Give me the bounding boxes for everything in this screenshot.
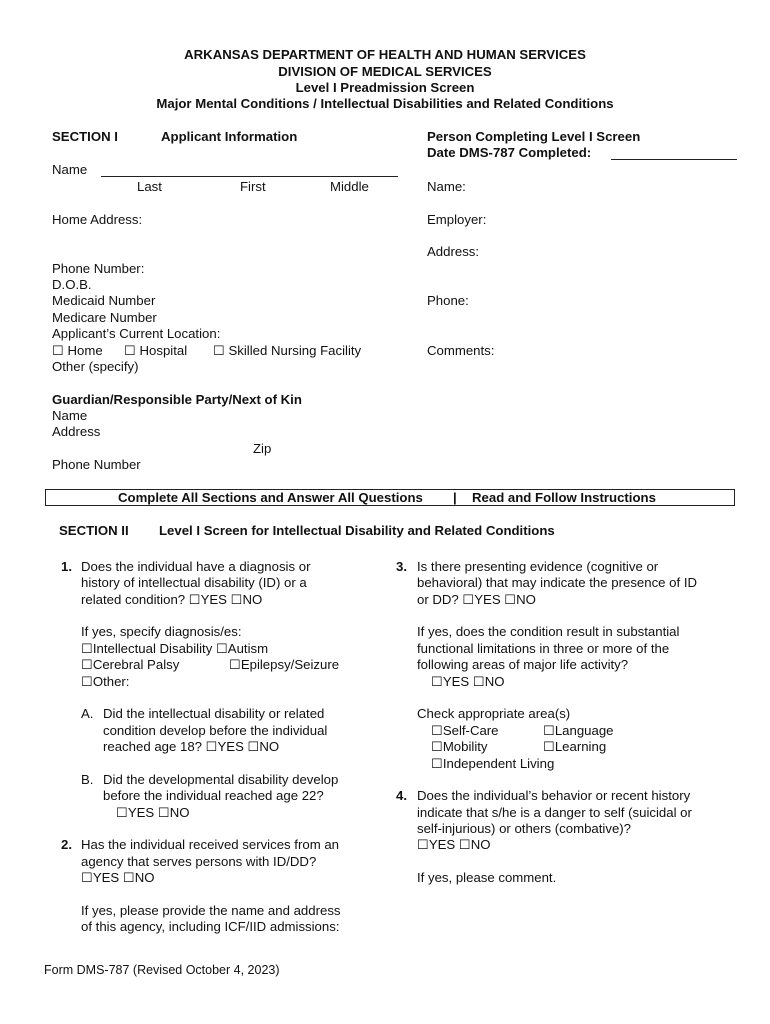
q3-followup-line3: following areas of major life activity? <box>417 657 629 672</box>
name-part-last: Last <box>137 179 162 194</box>
q3-yes-no[interactable]: or DD? ☐YES ☐NO <box>417 592 536 607</box>
q3-line1: Is there presenting evidence (cognitive or <box>417 559 659 574</box>
q3-area-mobility[interactable]: ☐Mobility <box>431 739 488 754</box>
q3-followup-line2: functional limitations in three or more of the <box>417 641 670 656</box>
current-location-label: Applicant’s Current Location: <box>52 326 221 341</box>
q3-followup-line1: If yes, does the condition result in substantial <box>417 624 680 639</box>
section2-title: Level I Screen for Intellectual Disability and Related Conditions <box>159 523 555 538</box>
applicant-name-label: Name <box>52 162 88 177</box>
person-name-label: Name: <box>427 179 466 194</box>
instructions-separator: | <box>453 490 457 505</box>
q1b-line2: before the individual reached age 22? <box>103 788 324 803</box>
header-division: DIVISION OF MEDICAL SERVICES <box>278 64 492 79</box>
q1a-yes-no[interactable]: reached age 18? ☐YES ☐NO <box>103 739 280 754</box>
header-title: ARKANSAS DEPARTMENT OF HEALTH AND HUMAN SERVICES <box>184 47 586 62</box>
guardian-zip-label: Zip <box>253 441 272 456</box>
q3-followup-yes-no[interactable]: ☐YES ☐NO <box>431 674 505 689</box>
q3-area-language[interactable]: ☐Language <box>543 723 614 738</box>
header-subtitle: Major Mental Conditions / Intellectual Disabilities and Related Conditions <box>156 96 614 111</box>
q3-line2: behavioral) that may indicate the presence of ID <box>417 575 698 590</box>
person-completing-title: Person Completing Level I Screen <box>427 129 641 144</box>
employer-label: Employer: <box>427 212 487 227</box>
q1-line1: Does the individual have a diagnosis or <box>81 559 311 574</box>
q2-followup-line2: of this agency, including ICF/IID admissions: <box>81 919 340 934</box>
guardian-address-label: Address <box>52 424 101 439</box>
q1a-line2: condition develop before the individual <box>103 723 328 738</box>
q2-line1: Has the individual received services from an <box>81 837 340 852</box>
form-footer: Form DMS-787 (Revised October 4, 2023) <box>44 963 280 977</box>
location-other-label: Other (specify) <box>52 359 139 374</box>
guardian-phone-label: Phone Number <box>52 457 141 472</box>
location-snf-checkbox[interactable]: ☐ Skilled Nursing Facility <box>213 343 362 358</box>
date-completed-field[interactable] <box>611 159 737 160</box>
location-home-checkbox[interactable]: ☐ Home <box>52 343 103 358</box>
header-form-name: Level I Preadmission Screen <box>295 80 475 95</box>
date-completed-label: Date DMS-787 Completed: <box>427 145 592 160</box>
q1a-label: A. <box>81 706 94 721</box>
phone-number-label: Phone Number: <box>52 261 145 276</box>
section2-label: SECTION II <box>59 523 129 538</box>
home-address-label: Home Address: <box>52 212 143 227</box>
instructions-left: Complete All Sections and Answer All Questions <box>118 490 423 505</box>
person-address-label: Address: <box>427 244 480 259</box>
q1-diagnosis-epilepsy[interactable]: ☐Epilepsy/Seizure <box>229 657 340 672</box>
q1a-line1: Did the intellectual disability or related <box>103 706 325 721</box>
q1-line2: history of intellectual disability (ID) or a <box>81 575 307 590</box>
q1-diagnosis-cp[interactable]: ☐Cerebral Palsy <box>81 657 180 672</box>
q2-followup-line1: If yes, please provide the name and address <box>81 903 341 918</box>
q1-diagnosis-other[interactable]: ☐Other: <box>81 674 130 689</box>
q4-number: 4. <box>396 788 407 803</box>
guardian-title: Guardian/Responsible Party/Next of Kin <box>52 392 302 407</box>
section1-title: Applicant Information <box>161 129 298 144</box>
instructions-right: Read and Follow Instructions <box>472 490 656 505</box>
q1-yes-no[interactable]: related condition? ☐YES ☐NO <box>81 592 263 607</box>
name-part-first: First <box>240 179 266 194</box>
q2-number: 2. <box>61 837 72 852</box>
q3-number: 3. <box>396 559 407 574</box>
q2-line2: agency that serves persons with ID/DD? <box>81 854 317 869</box>
q1b-yes-no[interactable]: ☐YES ☐NO <box>116 805 190 820</box>
q4-yes-no[interactable]: ☐YES ☐NO <box>417 837 491 852</box>
q1b-line1: Did the developmental disability develop <box>103 772 339 787</box>
q3-check-areas-label: Check appropriate area(s) <box>417 706 571 721</box>
q4-line2: indicate that s/he is a danger to self (suicidal or <box>417 805 692 820</box>
medicaid-label: Medicaid Number <box>52 293 156 308</box>
q3-area-self-care[interactable]: ☐Self-Care <box>431 723 499 738</box>
q1b-label: B. <box>81 772 94 787</box>
q4-line1: Does the individual’s behavior or recent history <box>417 788 691 803</box>
dob-label: D.O.B. <box>52 277 92 292</box>
name-part-middle: Middle <box>330 179 369 194</box>
q2-yes-no[interactable]: ☐YES ☐NO <box>81 870 155 885</box>
q1-diagnosis-id-autism[interactable]: ☐Intellectual Disability ☐Autism <box>81 641 269 656</box>
location-hospital-checkbox[interactable]: ☐ Hospital <box>124 343 188 358</box>
comments-label: Comments: <box>427 343 495 358</box>
q1-specify-label: If yes, specify diagnosis/es: <box>81 624 242 639</box>
guardian-name-label: Name <box>52 408 88 423</box>
person-phone-label: Phone: <box>427 293 469 308</box>
q1-number: 1. <box>61 559 72 574</box>
medicare-label: Medicare Number <box>52 310 157 325</box>
applicant-name-field[interactable] <box>101 176 398 177</box>
q3-area-independent-living[interactable]: ☐Independent Living <box>431 756 555 771</box>
q4-line3: self-injurious) or others (combative)? <box>417 821 632 836</box>
section1-label: SECTION I <box>52 129 118 144</box>
q3-area-learning[interactable]: ☐Learning <box>543 739 607 754</box>
q4-comment-label: If yes, please comment. <box>417 870 557 885</box>
